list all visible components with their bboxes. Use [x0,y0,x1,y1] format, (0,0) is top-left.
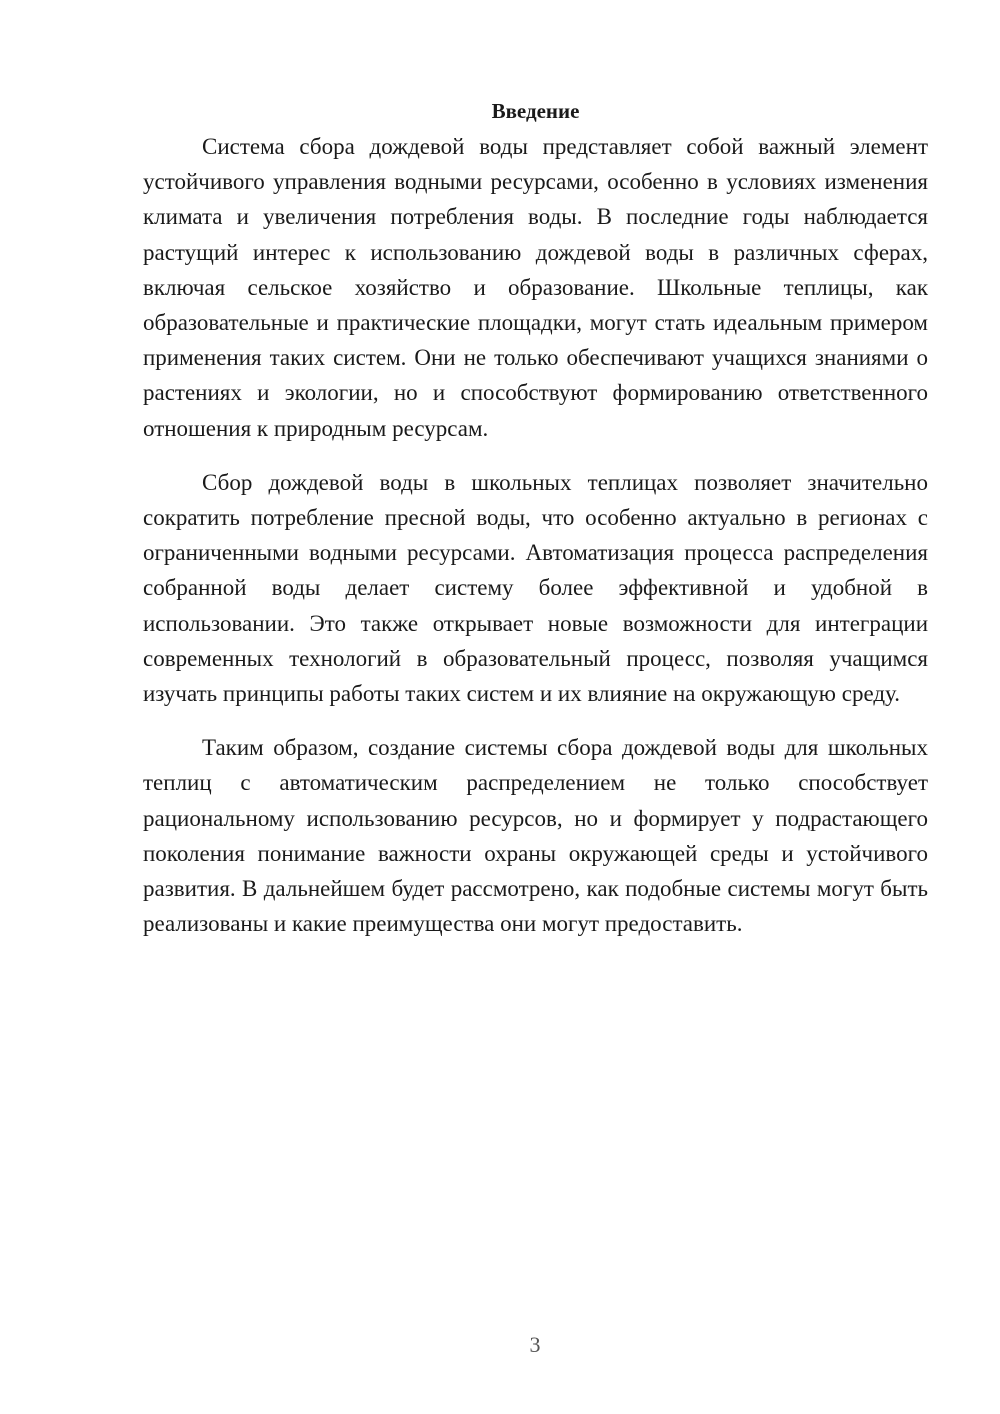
page-content [143,96,928,960]
page-number: 3 [529,1332,541,1357]
paragraph: Система сбора дождевой воды представляет собой важный элемент устойчивого управления водными ресурсами, особенно в условиях изменения климата и увеличения потребления воды. В последние годы наблюдается растущий интерес к использованию дождевой воды в различных сферах, включая сельское хозяйство и образование. Школьные теплицы, как образовательные и практические площадки, могут стать идеальным примером применения таких систем. Они не только обеспечивают учащихся знаниями о растениях и экологии, но и способствуют формированию ответственного отношения к природным ресурсам. [143,134,928,441]
paragraph: Таким образом, создание системы сбора дождевой воды для школьных теплиц с автоматическим распределением не только способствует рациональному использованию ресурсов, но и формирует у подрастающего поколения понимание важности охраны окружающей среды и устойчивого развития. В дальнейшем будет рассмотрено, как подобные системы могут быть реализованы и какие преимущества они могут предоставить. [143,735,928,937]
paragraph: Сбор дождевой воды в школьных теплицах позволяет значительно сократить потребление пресной воды, что особенно актуально в регионах с ограниченными водными ресурсами. Автоматизация процесса распределения собранной воды делает систему более эффективной и удобной в использовании. Это также открывает новые возможности для интеграции современных технологий в образовательный процесс, позволяя учащимся изучать принципы работы таких систем и их влияние на окружающую среду. [143,469,928,707]
section-heading: Введение [491,99,580,123]
